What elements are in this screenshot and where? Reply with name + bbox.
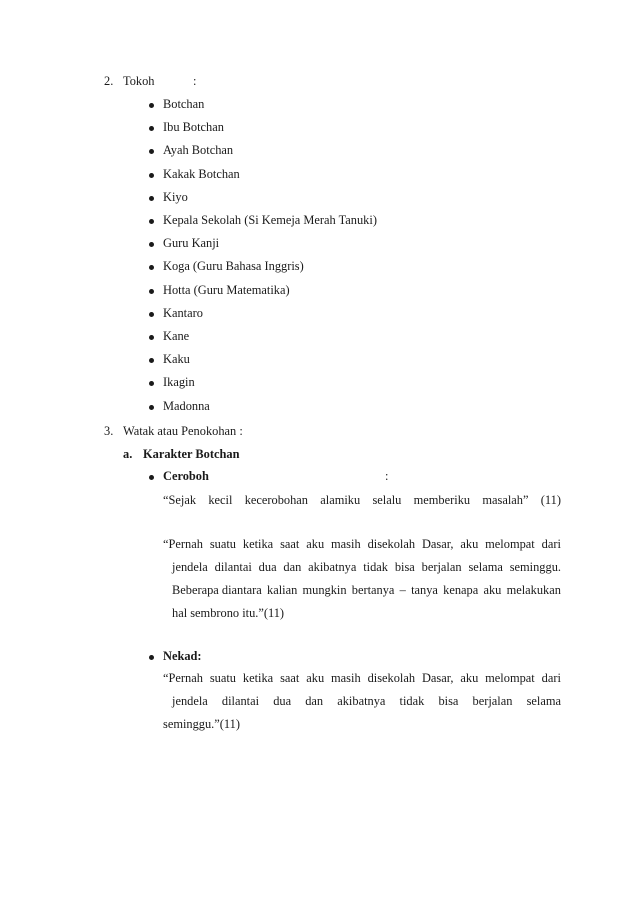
- subsection-a-letter: a.: [123, 447, 133, 461]
- section-2-label: Tokoh: [123, 74, 155, 88]
- trait-ceroboh-name: Ceroboh: [163, 469, 209, 483]
- nekad-quote-line-1: [163, 671, 561, 686]
- quote-word: selalu: [372, 493, 402, 507]
- bullet-character: [149, 335, 154, 340]
- quote-word: bertanya: [351, 583, 395, 597]
- character-list-item: Kane: [163, 329, 190, 343]
- character-list-item: Kakak Botchan: [163, 166, 240, 181]
- quote-word: disekolah: [367, 537, 416, 551]
- quote-word: dan: [305, 694, 324, 708]
- nekad-quote-line-2: [172, 694, 561, 709]
- bullet-character: [149, 242, 154, 247]
- quote-word: ketika: [242, 537, 274, 551]
- character-list-item: Madonna: [163, 398, 210, 413]
- character-list-item: Guru Kanji: [163, 236, 220, 251]
- quote-word: selama: [526, 694, 561, 708]
- character-list-item: Kantaro: [163, 305, 203, 320]
- quote-word: kecerobohan: [244, 493, 308, 507]
- quote-word: jendela: [172, 694, 208, 708]
- quote-word: dilantai: [221, 694, 260, 708]
- quote-word: saat: [280, 671, 300, 685]
- ceroboh-quote-2-last: hal sembrono itu.”(11): [172, 606, 285, 620]
- quote-word: memberiku: [413, 493, 471, 507]
- quote-word: masih: [331, 537, 361, 551]
- quote-word: melompat: [485, 671, 535, 685]
- quote-word: aku: [483, 583, 502, 597]
- character-list-item: Botchan: [163, 97, 205, 111]
- character-list-item: Ikagin: [163, 375, 195, 390]
- section-3-label: Watak atau Penokohan :: [123, 424, 243, 438]
- bullet-character: [149, 405, 154, 410]
- quote-word: selama: [468, 560, 503, 574]
- bullet-character: [149, 149, 154, 154]
- ceroboh-quote-2-line-2: [172, 560, 561, 575]
- quote-word: alamiku: [320, 493, 361, 507]
- quote-word: tidak: [363, 560, 388, 574]
- quote-word: dua: [258, 560, 277, 574]
- character-list-item: Koga (Guru Bahasa Inggris): [163, 259, 304, 274]
- bullet-character: [149, 312, 154, 317]
- character-list-item: Hotta (Guru Matematika): [163, 282, 290, 297]
- bullet-character: [149, 265, 154, 270]
- quote-word: melakukan: [506, 583, 561, 597]
- quote-word: “Sejak: [163, 493, 197, 507]
- nekad-quote-last: seminggu.”(11): [163, 717, 240, 731]
- quote-word: masalah”: [482, 493, 529, 507]
- character-list-item: Kaku: [163, 352, 190, 367]
- ceroboh-quote-2-line-1: [163, 537, 561, 552]
- bullet-nekad: [149, 655, 154, 660]
- bullet-character: [149, 196, 154, 201]
- bullet-character: [149, 289, 154, 294]
- quote-word: “Pernah: [163, 537, 203, 551]
- quote-word: “Pernah: [163, 671, 203, 685]
- quote-word: jendela: [172, 560, 208, 574]
- quote-word: bisa: [394, 560, 415, 574]
- quote-word: dilantai: [214, 560, 252, 574]
- character-list-item: Kepala Sekolah (Si Kemeja Merah Tanuki): [163, 213, 377, 227]
- quote-word: dari: [541, 537, 561, 551]
- trait-nekad-name: Nekad:: [163, 649, 202, 663]
- quote-word: aku: [460, 671, 479, 685]
- quote-word: (11): [540, 493, 561, 507]
- quote-word: melompat: [485, 537, 535, 551]
- quote-word: dua: [273, 694, 292, 708]
- quote-word: aku: [460, 537, 479, 551]
- quote-word: akibatnya: [308, 560, 357, 574]
- quote-word: akibatnya: [337, 694, 386, 708]
- quote-word: seminggu.: [509, 560, 561, 574]
- quote-word: kecil: [208, 493, 233, 507]
- quote-word: mungkin: [302, 583, 347, 597]
- quote-word: dan: [283, 560, 302, 574]
- quote-word: masih: [331, 671, 361, 685]
- quote-word: berjalan: [421, 560, 462, 574]
- quote-word: ketika: [242, 671, 274, 685]
- quote-word: suatu: [209, 537, 236, 551]
- section-2-number: 2.: [104, 74, 114, 88]
- quote-word: suatu: [209, 671, 236, 685]
- quote-word: –: [399, 583, 406, 597]
- character-list-item: Ibu Botchan: [163, 120, 224, 135]
- quote-word: Beberapa diantara: [172, 583, 262, 597]
- quote-word: kenapa: [443, 583, 479, 597]
- bullet-character: [149, 219, 154, 224]
- trait-ceroboh-colon: :: [385, 469, 389, 483]
- bullet-character: [149, 103, 154, 108]
- quote-word: tanya: [411, 583, 438, 597]
- bullet-character: [149, 173, 154, 178]
- quote-word: Dasar,: [421, 671, 454, 685]
- quote-word: saat: [280, 537, 300, 551]
- subsection-a-title: Karakter Botchan: [143, 447, 240, 461]
- quote-word: dari: [541, 671, 561, 685]
- quote-word: disekolah: [367, 671, 416, 685]
- section-3-number: 3.: [104, 424, 114, 438]
- quote-word: Dasar,: [421, 537, 454, 551]
- quote-word: bisa: [438, 694, 459, 708]
- quote-word: berjalan: [472, 694, 513, 708]
- quote-word: tidak: [399, 694, 425, 708]
- character-list-item: Kiyo: [163, 189, 188, 204]
- ceroboh-quote-2-line-3: [172, 583, 561, 598]
- bullet-ceroboh: [149, 475, 154, 480]
- character-list-item: Ayah Botchan: [163, 143, 234, 158]
- bullet-character: [149, 358, 154, 363]
- section-2-colon: :: [193, 74, 197, 88]
- ceroboh-quote-1: [163, 493, 561, 508]
- quote-word: aku: [306, 537, 325, 551]
- quote-word: aku: [306, 671, 325, 685]
- bullet-character: [149, 381, 154, 386]
- quote-word: kalian: [267, 583, 298, 597]
- bullet-character: [149, 126, 154, 131]
